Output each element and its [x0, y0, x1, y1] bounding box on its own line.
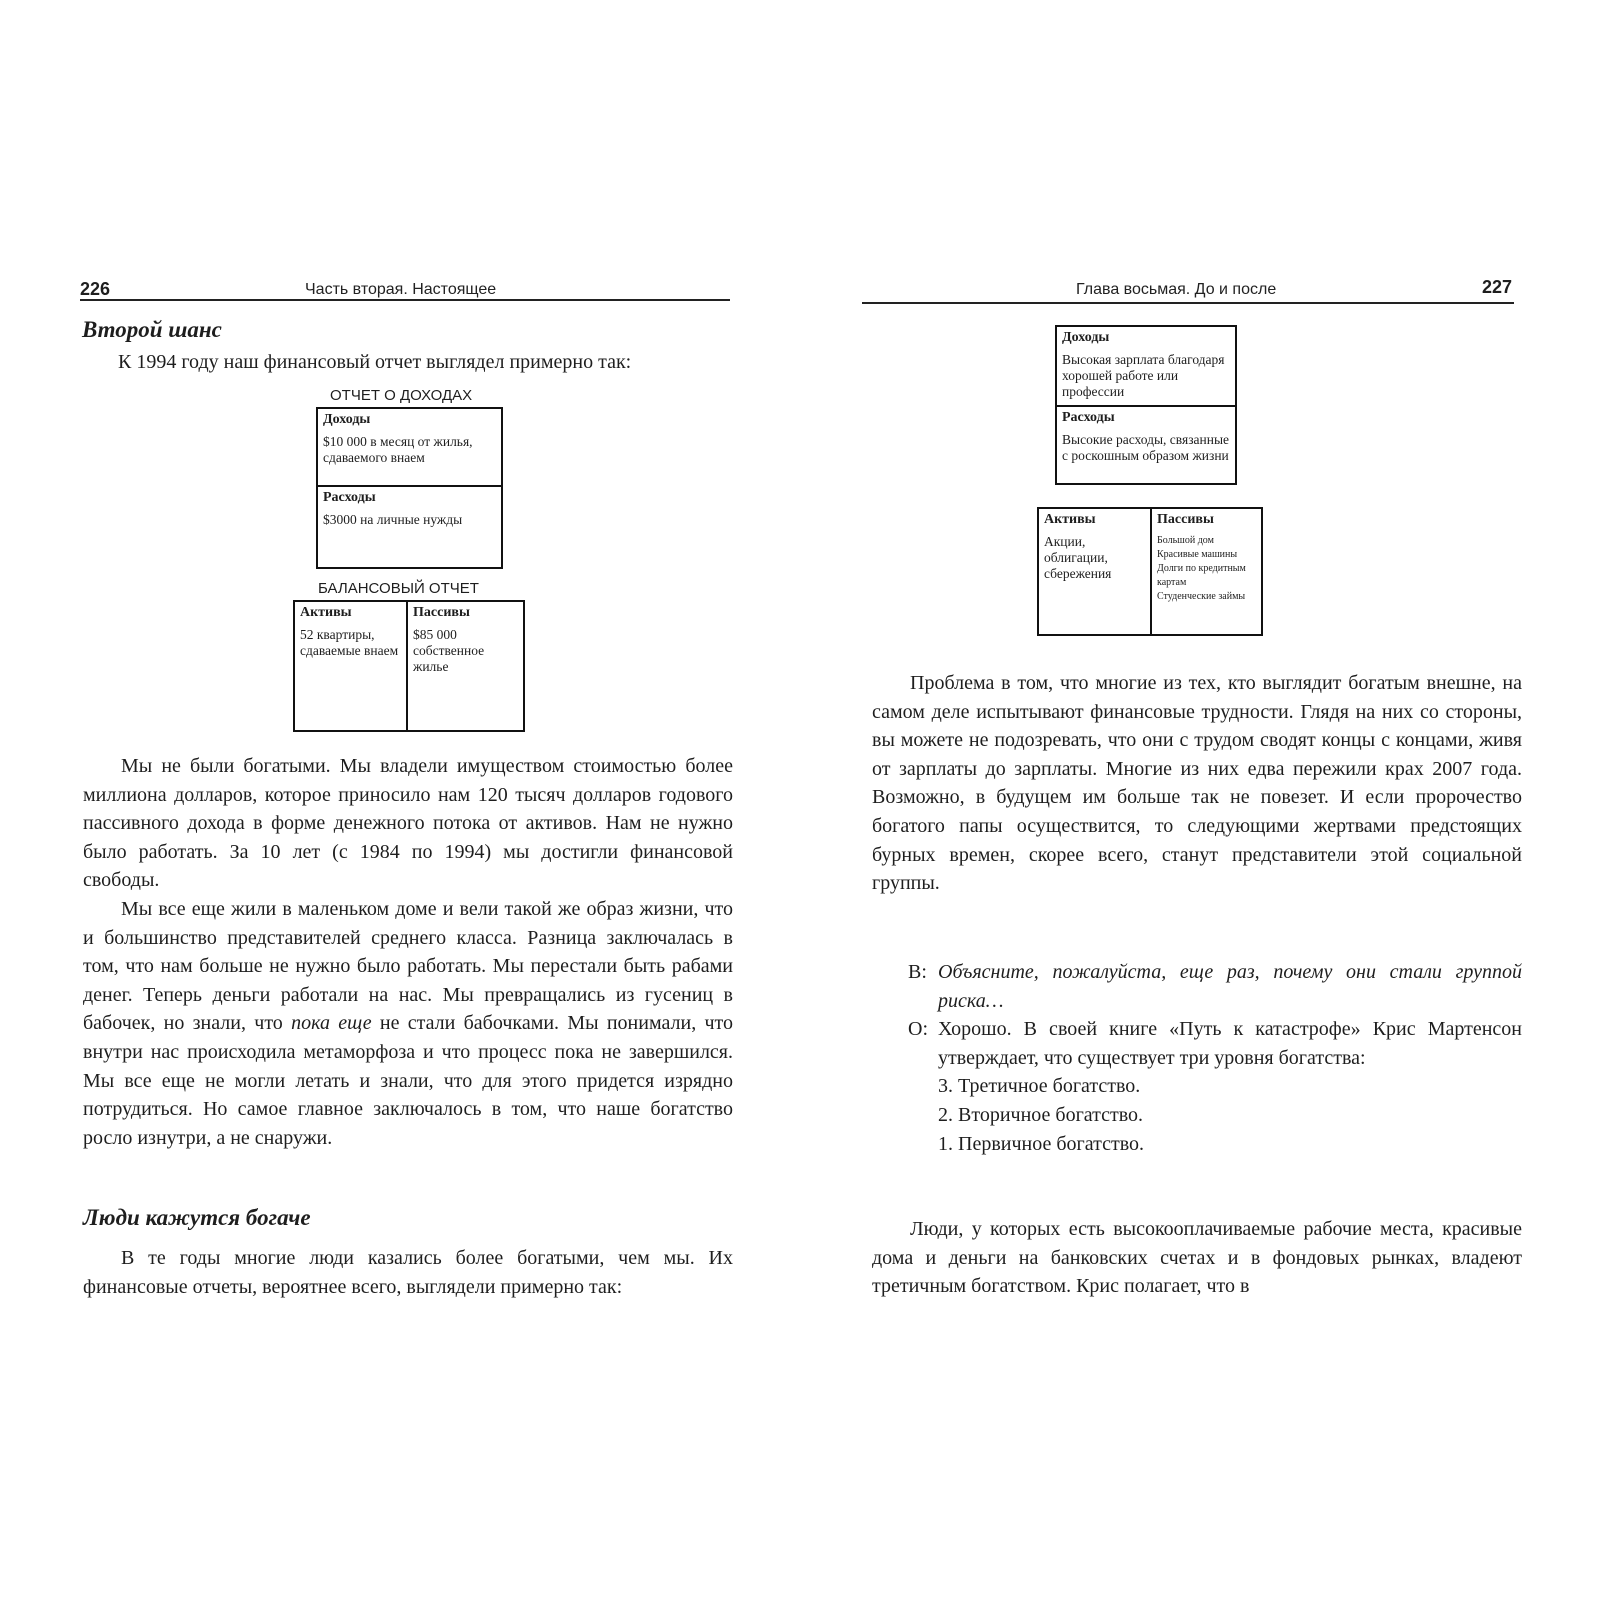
list-item: 2. Вторичное богатство. [938, 1103, 1144, 1126]
paragraph: Проблема в том, что многие из тех, кто выглядит богатым внешне, на самом деле испытывают финансовые трудности. Глядя на них со стороны, вы можете не подозревать, что они с трудом сводят концы с концами, живя от зарплаты до зарплаты. Многие из них едва пережили крах 2007 года. Возможно, в будущем им больше так не повезет. И если пророчество богатого папы осуществится, то следующими жертвами предстоящих бурных времен, скорее всего, станут представители этой социальной группы. [872, 672, 1522, 895]
emphasis-text: пока еще [291, 1012, 372, 1035]
assets-label: Активы [300, 605, 352, 620]
liabilities-item: Долги по кредитным картам [1157, 563, 1246, 588]
assets-text: 52 квартиры, сдаваемые внаем [300, 627, 399, 658]
section-title: Люди кажутся богаче [83, 1205, 311, 1230]
expenses-text: $3000 на личные нужды [323, 512, 463, 527]
body-text-block [83, 1244, 733, 1301]
paragraph: Мы не были богатыми. Мы владели имуществом стоимостью более миллиона долларов, которое приносило нам 120 тысяч долларов годового пассивного дохода в форме денежного потока от активов. Нам не нужно было работать. За 10 лет (с 1984 по 1994) мы достигли финансовой свободы. [83, 755, 733, 892]
balance-sheet-caption: БАЛАНСОВЫЙ ОТЧЕТ [318, 580, 479, 597]
paragraph: Люди, у которых есть высокооплачиваемые рабочие места, красивые дома и деньги на банковских счетах и в фондовых рынках, владеют третичным богатством. Крис полагает, что в [872, 1218, 1522, 1298]
paragraph-text: Мы все еще жили в маленьком доме и вели такой же образ жизни, что и большинство представителей среднего класса. Разница заключалась в том, что нам больше не нужно было работать. Мы перестали быть рабами денег. Теперь деньги работали на нас. Мы превращались из гусениц в бабочек, но знали, что [83, 897, 733, 1035]
income-statement-caption: ОТЧЕТ О ДОХОДАХ [330, 387, 473, 404]
income-label: Доходы [323, 412, 371, 427]
expenses-cell [318, 487, 501, 567]
assets-label: Активы [1044, 512, 1096, 527]
expenses-label: Расходы [1062, 410, 1115, 425]
income-statement-box [316, 407, 503, 569]
running-head: Часть вторая. Настоящее [305, 281, 497, 298]
list-item: 1. Первичное богатство. [938, 1132, 1144, 1155]
balance-sheet-box [293, 600, 525, 732]
paragraph-text: не стали бабочками. Мы понимали, что внутри нас происходила метаморфоза и что процесс пока не завершился. Мы все еще не могли летать и знали, что для этого придется изрядно потрудиться. Но самое главное заключалось в том, что наше богатство росло изнутри, а не снаружи. [83, 1012, 734, 1149]
question-label: В: [908, 961, 927, 983]
answer-label: О: [908, 1018, 928, 1041]
running-head: Глава восьмая. До и после [1076, 281, 1277, 298]
page-number: 227 [1482, 277, 1513, 297]
liabilities-item: Красивые машины [1157, 549, 1238, 560]
answer-text: Хорошо. В своей книге «Путь к катастрофе» Крис Мартенсон утверждает, что существует три уровня богатства: [938, 1018, 1522, 1069]
income-cell [1057, 327, 1235, 407]
income-statement-box [1055, 325, 1237, 485]
paragraph [83, 895, 733, 1152]
body-text-block [872, 1215, 1522, 1301]
income-label: Доходы [1062, 330, 1110, 345]
liabilities-item: Большой дом [1157, 535, 1214, 546]
liabilities-text: $85 000 собственное жилье [413, 627, 485, 674]
answer [908, 1015, 1522, 1072]
expenses-label: Расходы [323, 490, 376, 505]
question [908, 958, 1522, 1015]
list-item: 3. Третичное богатство. [938, 1075, 1141, 1098]
liabilities-cell [1152, 509, 1261, 634]
liabilities-item: Студенческие займы [1157, 591, 1246, 602]
body-text-block [83, 752, 733, 1152]
section-title: Второй шанс [82, 317, 222, 342]
header-rule [862, 302, 1514, 304]
expenses-text: Высокие расходы, связанные с роскошным образом жизни [1062, 432, 1230, 463]
liabilities-cell [408, 602, 523, 730]
assets-text: Акции, облигации, сбережения [1044, 534, 1112, 581]
assets-cell [1039, 509, 1152, 634]
expenses-cell [1057, 407, 1235, 483]
qa-block [908, 958, 1522, 1158]
liabilities-label: Пассивы [1157, 512, 1214, 527]
assets-cell [295, 602, 408, 730]
question-text: Объясните, пожалуйста, еще раз, почему они стали группой риска… [938, 961, 1522, 1012]
liabilities-label: Пассивы [413, 605, 470, 620]
header-rule [80, 299, 730, 301]
paragraph: В те годы многие люди казались более богатыми, чем мы. Их финансовые отчеты, вероятнее всего, выглядели примерно так: [83, 1247, 733, 1298]
page-number: 226 [80, 279, 111, 299]
income-cell [318, 409, 501, 487]
balance-sheet-box [1037, 507, 1263, 636]
income-text: Высокая зарплата благодаря хорошей работе или профессии [1062, 352, 1225, 399]
wealth-levels-list [908, 1072, 1522, 1158]
intro-text: К 1994 году наш финансовый отчет выглядел примерно так: [118, 351, 632, 373]
body-text-block [872, 669, 1522, 898]
income-text: $10 000 в месяц от жилья, сдаваемого внаем [323, 434, 473, 465]
